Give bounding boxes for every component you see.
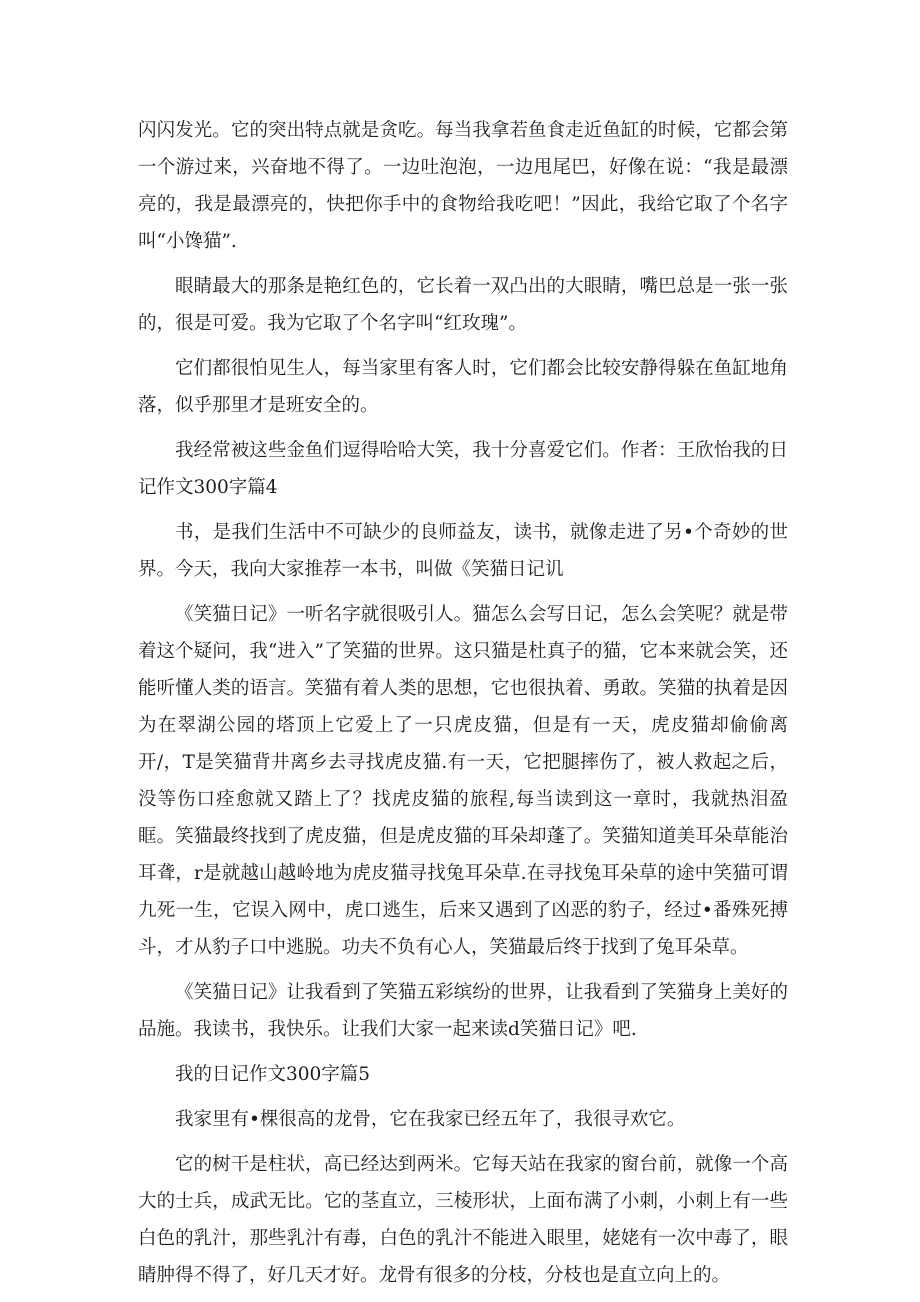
- paragraph-dragon-bone-description: 它的树干是柱状，高已经达到两米。它每天站在我家的窗台前，就像一个高大的士兵，成武无比。它的茎直立，三棱形状，上面布满了小刺，小刺上有一些白色的乳汁，那些乳汁有毒，白色的乳汁不能进入眼里，姥姥有一次中毒了，眼睛肿得不得了，好几天才好。龙骨有很多的分枝，分枝也是直立向上的。: [138, 1154, 788, 1286]
- paragraph-goldfish-greedy: 闪闪发光。它的突出特点就是贪吃。每当我拿若鱼食走近鱼缸的时候，它都会第一个游过来，兴奋地不得了。一边吐泡泡，一边甩尾巴，好像在说：“我是最漂亮的，我是最漂亮的，快把你手中的食物给我吃吧！”因此，我给它取了个名字叫“小馋猫”.: [138, 120, 788, 252]
- document-body: [138, 112, 788, 1302]
- paragraph-books-intro: 书，是我们生活中不可缺少的良师益友，读书，就像走进了另•个奇妙的世界。今天，我向大家推荐一本书，叫做《笑猫日记讥: [138, 522, 788, 580]
- paragraph-dragon-bone-intro: 我家里有•棵很高的龙骨，它在我家已经五年了，我很寻欢它。: [175, 1109, 686, 1130]
- paragraph-laughing-cat-story: 《笑猫日记》一听名字就很吸引人。猫怎么会写日记，怎么会笑呢？就是带着这个疑问，我“进入”了笑猫的世界。这只猫是杜真子的猫，它本来就会笑，还能听懂人类的语言。笑猫有着人类的思想，它也很执着、勇敢。笑猫的执着是因为在翠湖公园的塔顶上它爱上了一只虎皮猫，但是有一天，虎皮猫却偷偷离开/，T是笑猫背井离乡去寻找虎皮猫.有一天，它把腿摔伤了，被人救起之后，没等伤口痊愈就又踏上了？找虎皮猫的旅程,每当读到这一章时，我就热泪盈眶。笑猫最终找到了虎皮猫，但是虎皮猫的耳朵却蓬了。笑猫知道美耳朵草能治耳聋，r是就越山越岭地为虎皮猫寻找兔耳朵草.在寻找兔耳朵草的途中笑猫可谓九死一生，它误入网中，虎口逃生，后来又遇到了凶恶的豹子，经过•番殊死搏斗，才从豹子口中逃脱。功夫不负有心人，笑猫最后终于找到了兔耳朵草。: [138, 604, 788, 958]
- paragraph-red-rose: 眼睛最大的那条是艳红色的，它长着一双凸出的大眼睛，嘴巴总是一张一张的，很是可爱。我为它取了个名字叫“红玫瑰”。: [138, 276, 788, 334]
- paragraph-author-and-heading-4: 我经常被这些金鱼们逗得哈哈大笑，我十分喜爱它们。作者：王欣怡我的日记作文300字篇4: [138, 440, 788, 498]
- paragraph-afraid-strangers: 它们都很怕见生人，每当家里有客人时，它们都会比较安静得躲在鱼缸地角落，似乎那里才是班安全的。: [138, 358, 788, 416]
- paragraph-laughing-cat-conclusion: 《笑猫日记》让我看到了笑猫五彩缤纷的世界，让我看到了笑猫身上美好的品施。我读书，我快乐。让我们大家一起来读d笑猫日记》吧.: [138, 982, 788, 1040]
- section-heading-5: 我的日记作文300字篇5: [175, 1064, 371, 1085]
